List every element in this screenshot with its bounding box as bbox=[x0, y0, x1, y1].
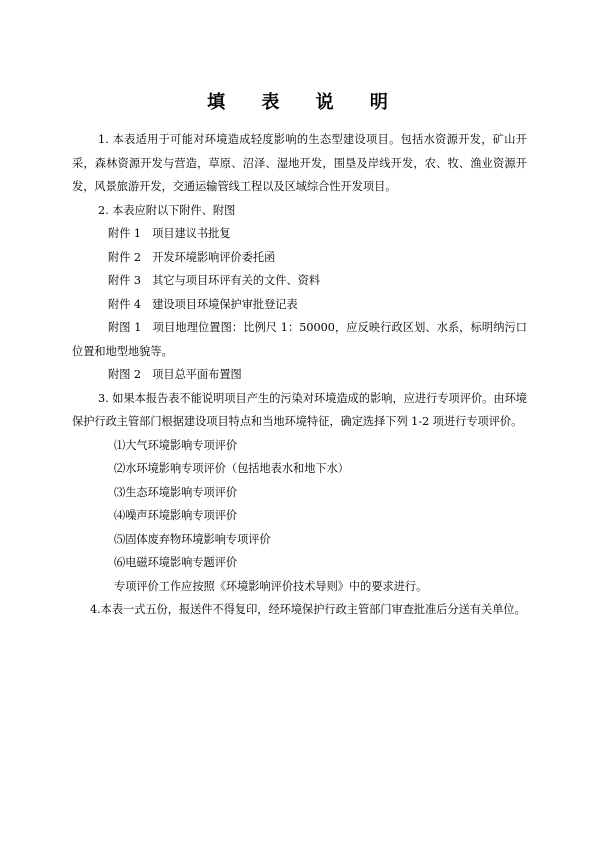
figure-2: 附图 2 项目总平面布置图 bbox=[108, 368, 242, 381]
attachment-4: 附件 4 建设项目环境保护审批登记表 bbox=[108, 297, 298, 311]
instruction-item-2: 2. 本表应附以下附件、附图 bbox=[98, 203, 236, 217]
attachment-1: 附件 1 项目建议书批复 bbox=[108, 227, 231, 240]
special-evaluation-2: ⑵水环境影响专项评价（包括地表水和地下水） bbox=[114, 462, 349, 475]
page-title: 填 表 说 明 bbox=[207, 92, 403, 113]
instruction-item-3: 3. 如果本报告表不能说明项目产生的污染对环境造成的影响，应进行专项评价。由环境保护行政主管部门根据建设项目特点和当地环境特征，确定选择下列 1-2 项进行专项评价。 bbox=[72, 391, 527, 428]
special-evaluation-1: ⑴大气环境影响专项评价 bbox=[114, 438, 238, 452]
figure-1: 附图 1 项目地理位置图：比例尺 1：50000，应反映行政区划、水系，标明纳污口位置和地型地貌等。 bbox=[72, 321, 527, 358]
instruction-item-4: 4.本表一式五份，报送件不得复印，经环境保护行政主管部门审查批准后分送有关单位。 bbox=[90, 603, 526, 616]
instructions-body bbox=[72, 128, 527, 622]
instruction-item-1: 1. 本表适用于可能对环境造成轻度影响的生态型建设项目。包括水资源开发，矿山开采，森林资源开发与营造，草原、沼泽、湿地开发，围垦及岸线开发，农、牧、渔业资源开发，风景旅游开发，交通运输管线工程以及区域综合性开发项目。 bbox=[72, 133, 527, 193]
special-evaluation-5: ⑸固体废弃物环境影响专项评价 bbox=[114, 532, 271, 546]
special-evaluation-6: ⑹电磁环境影响专题评价 bbox=[114, 556, 238, 569]
special-evaluation-4: ⑷噪声环境影响专项评价 bbox=[114, 509, 238, 522]
special-evaluation-note: 专项评价工作应按照《环境影响评价技术导则》中的要求进行。 bbox=[114, 579, 428, 593]
attachment-3: 附件 3 其它与项目环评有关的文件、资料 bbox=[108, 274, 321, 287]
special-evaluation-3: ⑶生态环境影响专项评价 bbox=[114, 485, 238, 499]
attachment-2: 附件 2 开发环境影响评价委托函 bbox=[108, 250, 276, 264]
